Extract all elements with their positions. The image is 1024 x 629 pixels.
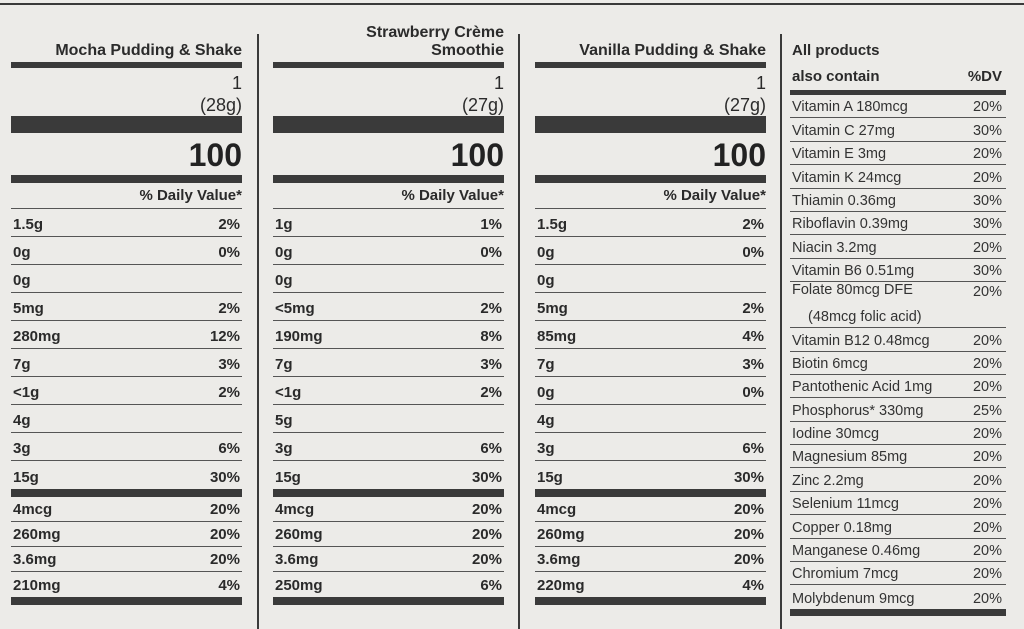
- nutrient-dv: 1%: [480, 216, 502, 233]
- top-rule: [0, 3, 1024, 5]
- nutrient-row: [535, 293, 766, 321]
- product-title-line2: Mocha Pudding & Shake: [55, 42, 242, 59]
- nutrient-amount: 4g: [537, 412, 555, 429]
- vitamin-item: [790, 492, 1006, 515]
- nutrient-row: [535, 321, 766, 349]
- vitamin-item: [790, 259, 1006, 282]
- vitamin-dv: 20%: [733, 526, 764, 543]
- vitamin-amount: 210mg: [13, 577, 61, 594]
- calories-value: 100: [450, 137, 504, 173]
- product-title: [11, 10, 242, 60]
- vitamin-row: [535, 497, 766, 522]
- nutrient-row: [11, 265, 242, 293]
- nutrient-row: [273, 349, 504, 377]
- nutrient-dv: 0%: [218, 244, 240, 261]
- nutrient-dv: 4%: [742, 328, 764, 345]
- nutrient-amount: 0g: [537, 384, 555, 401]
- all-products-header: [790, 38, 1006, 90]
- product-column-vanilla: [535, 10, 766, 605]
- nutrient-dv: 6%: [480, 440, 502, 457]
- nutrient-row: [11, 461, 242, 489]
- nutrient-dv: 2%: [218, 216, 240, 233]
- rule: [535, 597, 766, 605]
- vitamin-item: [790, 165, 1006, 188]
- all-products-heading-line1: All products: [792, 42, 880, 59]
- vitamin-dv: 20%: [972, 426, 1002, 443]
- vitamin-row: [11, 572, 242, 597]
- nutrient-row: [11, 209, 242, 237]
- nutrient-amount: 1.5g: [13, 216, 44, 233]
- vitamin-dv: 20%: [972, 449, 1002, 466]
- rule-thick: [535, 116, 766, 133]
- vitamin-name: Zinc 2.2mg: [792, 472, 864, 489]
- nutrient-row: [535, 349, 766, 377]
- vitamin-dv: 20%: [972, 99, 1002, 116]
- nutrient-row: [11, 237, 242, 265]
- nutrient-row: [273, 433, 504, 461]
- nutrient-row: [535, 377, 766, 405]
- vitamin-item: [790, 539, 1006, 562]
- vitamin-dv: 20%: [471, 551, 502, 568]
- nutrient-row: [11, 433, 242, 461]
- nutrient-amount: 0g: [13, 244, 31, 261]
- serving-weight: (28g): [199, 95, 242, 115]
- nutrient-amount: <1g: [275, 384, 302, 401]
- all-products-heading-line2: also contain: [792, 68, 880, 85]
- vitamin-amount: 260mg: [13, 526, 61, 543]
- vitamin-item: [790, 235, 1006, 258]
- vitamin-name: Biotin 6mcg: [792, 355, 868, 372]
- vitamin-item: [790, 95, 1006, 118]
- vitamin-item: [790, 515, 1006, 538]
- vitamin-amount: 3.6mg: [275, 551, 319, 568]
- nutrient-row: [535, 265, 766, 293]
- vitamin-item-folate: [790, 282, 1006, 328]
- nutrient-dv: 2%: [218, 300, 240, 317]
- vitamin-row: [535, 547, 766, 572]
- nutrient-row: [535, 237, 766, 265]
- vitamin-name: Selenium 11mcg: [792, 496, 899, 513]
- product-title-line1: Strawberry Crème: [366, 24, 504, 41]
- vitamin-name: Vitamin A 180mcg: [792, 99, 908, 116]
- vitamin-dv: 20%: [972, 332, 1002, 349]
- nutrient-row: [273, 265, 504, 293]
- vitamin-amount: 4mcg: [13, 501, 53, 518]
- nutrient-amount: 15g: [275, 469, 301, 486]
- vitamin-dv: 20%: [972, 519, 1002, 536]
- nutrient-row: [273, 293, 504, 321]
- vitamin-dv: 20%: [972, 543, 1002, 560]
- nutrient-amount: 7g: [13, 356, 31, 373]
- product-title-line2: Vanilla Pudding & Shake: [579, 42, 766, 59]
- vitamin-item: [790, 422, 1006, 445]
- vitamin-row: [11, 522, 242, 547]
- vitamin-dv: 20%: [972, 379, 1002, 396]
- vitamin-amount: 3.6mg: [537, 551, 581, 568]
- rule: [11, 597, 242, 605]
- nutrient-dv: 6%: [218, 440, 240, 457]
- nutrient-row: [11, 377, 242, 405]
- vitamin-amount: 4mcg: [537, 501, 577, 518]
- vitamin-dv: 30%: [972, 192, 1002, 209]
- serving-size: [273, 68, 504, 116]
- rule: [11, 489, 242, 497]
- vitamin-dv: 20%: [972, 566, 1002, 583]
- vitamin-name: Manganese 0.46mg: [792, 543, 921, 560]
- vitamin-dv: 20%: [972, 590, 1002, 607]
- serving-count: 1: [755, 73, 766, 93]
- nutrient-row: [11, 349, 242, 377]
- nutrient-row: [535, 461, 766, 489]
- calories-value: 100: [188, 137, 242, 173]
- vitamin-name: Chromium 7mcg: [792, 566, 899, 583]
- vitamin-dv: 20%: [972, 284, 1002, 301]
- vitamin-amount: 250mg: [275, 577, 323, 594]
- vitamin-dv: 20%: [471, 526, 502, 543]
- vitamin-item: [790, 118, 1006, 141]
- nutrient-amount: 5g: [275, 412, 293, 429]
- daily-value-header: % Daily Value*: [535, 183, 766, 209]
- vitamin-item: [790, 398, 1006, 421]
- nutrient-dv: 30%: [733, 469, 764, 486]
- vitamin-row: [273, 572, 504, 597]
- vitamin-name: Riboflavin 0.39mg: [792, 216, 909, 233]
- rule-thick: [273, 116, 504, 133]
- vitamin-name: Phosphorus* 330mg: [792, 402, 924, 419]
- nutrient-amount: 0g: [275, 272, 293, 289]
- nutrient-amount: 4g: [13, 412, 31, 429]
- vitamin-amount: 3.6mg: [13, 551, 57, 568]
- nutrient-row: [535, 405, 766, 433]
- vitamin-amount: 4mcg: [275, 501, 315, 518]
- serving-weight: (27g): [461, 95, 504, 115]
- nutrient-amount: 15g: [537, 469, 563, 486]
- nutrient-dv: 2%: [218, 384, 240, 401]
- vitamin-amount: 260mg: [275, 526, 323, 543]
- rule-thick: [11, 116, 242, 133]
- nutrient-row: [11, 405, 242, 433]
- nutrient-amount: <1g: [13, 384, 40, 401]
- vitamin-row: [11, 497, 242, 522]
- nutrient-row: [273, 321, 504, 349]
- vitamin-dv: 20%: [972, 146, 1002, 163]
- rule: [535, 175, 766, 183]
- nutrient-amount: 7g: [537, 356, 555, 373]
- nutrient-dv: 30%: [209, 469, 240, 486]
- nutrient-row: [273, 237, 504, 265]
- vitamin-amount: 260mg: [537, 526, 585, 543]
- nutrient-amount: 0g: [537, 244, 555, 261]
- daily-value-header: % Daily Value*: [273, 183, 504, 209]
- vitamin-item: [790, 562, 1006, 585]
- rule: [535, 489, 766, 497]
- nutrient-amount: 0g: [537, 272, 555, 289]
- vitamin-note: (48mcg folic acid): [808, 309, 922, 326]
- nutrient-amount: 5mg: [13, 300, 44, 317]
- vitamin-item: [790, 142, 1006, 165]
- nutrient-amount: 0g: [275, 244, 293, 261]
- all-products-column: [790, 38, 1006, 616]
- nutrient-dv: 12%: [209, 328, 240, 345]
- vitamin-dv: 20%: [209, 501, 240, 518]
- rule: [273, 489, 504, 497]
- product-column-mocha: [11, 10, 242, 605]
- vitamin-dv: 30%: [972, 216, 1002, 233]
- nutrient-dv: 6%: [742, 440, 764, 457]
- vitamin-name: Vitamin B12 0.48mcg: [792, 332, 930, 349]
- vitamin-name: Vitamin C 27mg: [792, 122, 895, 139]
- column-divider: [780, 34, 782, 629]
- nutrient-amount: 3g: [537, 440, 555, 457]
- nutrient-amount: 3g: [13, 440, 31, 457]
- vitamin-dv: 30%: [972, 263, 1002, 280]
- vitamin-item: [790, 445, 1006, 468]
- vitamin-dv: 4%: [218, 577, 240, 594]
- nutrient-amount: 280mg: [13, 328, 61, 345]
- nutrient-dv: 3%: [480, 356, 502, 373]
- vitamin-dv: 20%: [972, 472, 1002, 489]
- daily-value-header: % Daily Value*: [11, 183, 242, 209]
- nutrient-dv: 0%: [742, 384, 764, 401]
- rule: [273, 597, 504, 605]
- nutrient-row: [535, 209, 766, 237]
- nutrient-row: [273, 209, 504, 237]
- rule: [273, 175, 504, 183]
- column-divider: [518, 34, 520, 629]
- nutrient-row: [273, 461, 504, 489]
- vitamin-dv: 20%: [733, 501, 764, 518]
- calories-value: 100: [712, 137, 766, 173]
- serving-count: 1: [493, 73, 504, 93]
- vitamin-name: Copper 0.18mg: [792, 519, 892, 536]
- vitamin-row: [273, 547, 504, 572]
- product-title-line2: Smoothie: [431, 42, 504, 59]
- dv-column-label: %DV: [967, 68, 1002, 85]
- nutrient-amount: 5mg: [537, 300, 568, 317]
- vitamin-item: [790, 352, 1006, 375]
- serving-weight: (27g): [723, 95, 766, 115]
- serving-count: 1: [231, 73, 242, 93]
- nutrient-amount: 15g: [13, 469, 39, 486]
- nutrient-amount: 1g: [275, 216, 293, 233]
- vitamin-item: [790, 375, 1006, 398]
- product-column-strawberry: [273, 10, 504, 605]
- vitamin-name: Niacin 3.2mg: [792, 239, 877, 256]
- nutrient-dv: 0%: [742, 244, 764, 261]
- vitamin-dv: 20%: [733, 551, 764, 568]
- column-divider: [257, 34, 259, 629]
- vitamin-amount: 220mg: [537, 577, 585, 594]
- vitamin-name: Thiamin 0.36mg: [792, 192, 896, 209]
- vitamin-row: [273, 497, 504, 522]
- nutrient-dv: 2%: [480, 384, 502, 401]
- product-title: [535, 10, 766, 60]
- vitamin-dv: 25%: [972, 402, 1002, 419]
- nutrient-amount: 1.5g: [537, 216, 568, 233]
- vitamin-item: [790, 212, 1006, 235]
- serving-size: [11, 68, 242, 116]
- nutrient-dv: 3%: [218, 356, 240, 373]
- vitamin-row: [273, 522, 504, 547]
- nutrient-row: [11, 321, 242, 349]
- nutrient-amount: <5mg: [275, 300, 315, 317]
- vitamin-dv: 20%: [972, 169, 1002, 186]
- rule: [790, 609, 1006, 616]
- nutrient-dv: 3%: [742, 356, 764, 373]
- nutrient-row: [11, 293, 242, 321]
- nutrient-dv: 0%: [480, 244, 502, 261]
- vitamin-name: Molybdenum 9mcg: [792, 590, 915, 607]
- vitamin-dv: 20%: [471, 501, 502, 518]
- nutrient-dv: 2%: [742, 216, 764, 233]
- vitamin-dv: 6%: [480, 577, 502, 594]
- vitamin-name: Vitamin E 3mg: [792, 146, 887, 163]
- nutrient-amount: 7g: [275, 356, 293, 373]
- rule: [11, 175, 242, 183]
- nutrient-dv: 8%: [480, 328, 502, 345]
- vitamin-dv: 20%: [209, 551, 240, 568]
- vitamin-dv: 4%: [742, 577, 764, 594]
- vitamin-dv: 20%: [209, 526, 240, 543]
- vitamin-name: Magnesium 85mg: [792, 449, 908, 466]
- vitamin-item: [790, 189, 1006, 212]
- vitamin-dv: 20%: [972, 355, 1002, 372]
- nutrient-row: [535, 433, 766, 461]
- vitamin-row: [11, 547, 242, 572]
- vitamin-name: Iodine 30mcg: [792, 426, 880, 443]
- nutrient-row: [273, 377, 504, 405]
- product-title: [273, 10, 504, 60]
- nutrient-amount: 190mg: [275, 328, 323, 345]
- nutrient-amount: 0g: [13, 272, 31, 289]
- nutrient-amount: 85mg: [537, 328, 577, 345]
- nutrient-dv: 2%: [742, 300, 764, 317]
- vitamin-dv: 20%: [972, 496, 1002, 513]
- vitamin-row: [535, 522, 766, 547]
- nutrient-row: [273, 405, 504, 433]
- nutrient-amount: 3g: [275, 440, 293, 457]
- vitamin-name: Vitamin B6 0.51mg: [792, 263, 915, 280]
- serving-size: [535, 68, 766, 116]
- vitamin-row: [535, 572, 766, 597]
- vitamin-dv: 20%: [972, 239, 1002, 256]
- vitamin-name: Vitamin K 24mcg: [792, 169, 902, 186]
- vitamin-item: [790, 328, 1006, 351]
- vitamin-dv: 30%: [972, 122, 1002, 139]
- nutrient-dv: 30%: [471, 469, 502, 486]
- nutrient-dv: 2%: [480, 300, 502, 317]
- vitamin-item: [790, 585, 1006, 608]
- vitamin-name: Pantothenic Acid 1mg: [792, 379, 933, 396]
- vitamin-item: [790, 468, 1006, 491]
- vitamin-name: Folate 80mcg DFE: [792, 282, 913, 299]
